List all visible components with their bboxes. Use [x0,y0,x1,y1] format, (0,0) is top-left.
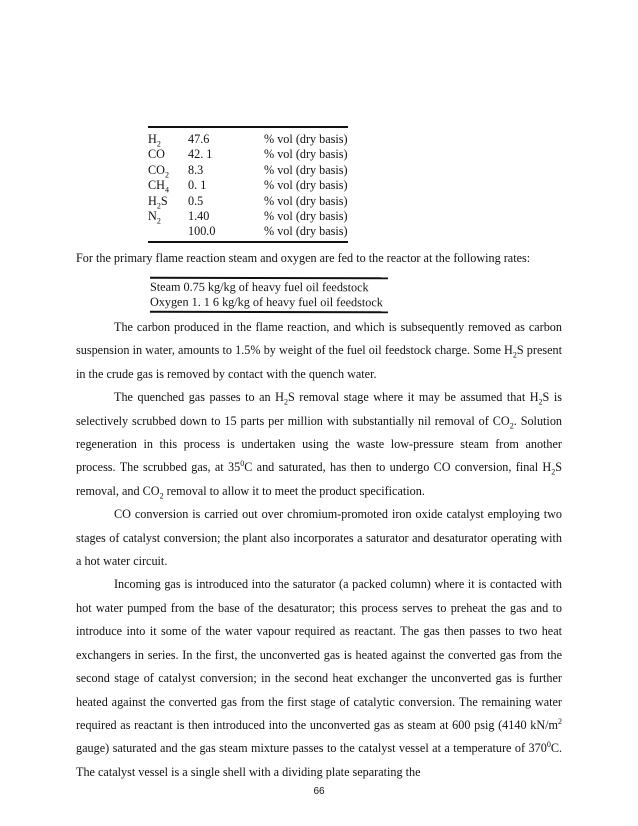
body-text [76,316,562,784]
table-row [148,209,348,224]
table-row [148,132,348,147]
value-cell: 1.40 [188,208,210,223]
feed-rates-block [150,277,388,314]
unit-cell: % vol (dry basis) [264,132,348,146]
feed-rates-intro: For the primary flame reaction steam and oxygen are fed to the reactor at the following rates: [76,251,531,265]
unit-cell: % vol (dry basis) [264,208,348,223]
paragraph-carbon-removal: The carbon produced in the flame reaction, and which is subsequently removed as carbon suspension in water, amounts to 1.5% by weight of the fuel oil feedstock charge. Some $H_2S$ present in the crude gas is removed by contact with the quench water. [76,320,562,381]
table-row [148,178,348,193]
species-cell: $CO_2$ [148,162,169,180]
paragraph-co-conversion: CO conversion is carried out over chromium-promoted iron oxide catalyst employing two stages of catalyst conversion; the plant also incorporates a saturator and desaturator operating with a hot water circuit. [76,507,562,569]
unit-cell: % vol (dry basis) [264,147,348,162]
table-row-total [148,224,348,239]
species-cell: CO [148,147,165,162]
paragraph-saturator: Incoming gas is introduced into the saturator (a packed column) where it is contacted with hot water pumped from the base of the desaturator; this process serves to preheat the gas and to introduce into it some of the water vapour required as reactant. The gas then passes to two heat exchangers in series. In the first, the unconverted gas is heated against the converted gas from the second stage of catalyst conversion; in the second heat exchanger the unconverted gas is further heated against the converted gas from the first stage of catalytic conversion. The remaining water required as reactant is then introduced into the unconverted gas as steam at 600 psig (4140 $kN/m^2$ gauge) saturated and the gas steam mixture passes to the catalyst vessel at a temperature of $370^0C$. The catalyst vessel is a single shell with a dividing plate separating the [76,577,562,779]
unit-cell: % vol (dry basis) [264,224,348,239]
table-row [148,163,348,178]
species-cell: $CH_4$ [148,178,169,195]
table-row [148,194,348,209]
unit-cell: % vol (dry basis) [264,162,348,177]
value-cell: 47.6 [188,132,210,146]
total-value-cell: 100.0 [188,224,216,239]
unit-cell: % vol (dry basis) [264,193,348,208]
page-number: 66 [313,786,325,797]
paragraph-h2s-removal: The quenched gas passes to an $H_2S$ removal stage where it may be assumed that $H_2S$ is selectively scrubbed down to 15 parts per million with substantially nil removal of $CO_2$. Solution regeneration in this process is undertaken using the waste low-pressure steam from another process. The scrubbed gas, at $35^0C$ and saturated, has then to undergo CO conversion, final $H_2S$ removal, and $CO_2$ removal to allow it to meet the product specification. [76,390,563,501]
species-cell: $H_2S$ [148,193,168,210]
steam-rate: Steam 0.75 kg/kg of heavy fuel oil feedstock [150,279,369,295]
table-row [148,147,348,162]
species-cell: $N_2$ [148,208,161,226]
value-cell: 0.5 [188,193,204,208]
value-cell: 0. 1 [188,178,207,193]
gas-composition-table [148,126,348,243]
oxygen-rate: Oxygen 1. 1 6 kg/kg of heavy fuel oil feedstock [149,294,383,310]
species-cell: $H_2$ [148,132,161,149]
value-cell: 8.3 [188,162,204,177]
value-cell: 42. 1 [188,147,213,162]
unit-cell: % vol (dry basis) [264,178,348,193]
